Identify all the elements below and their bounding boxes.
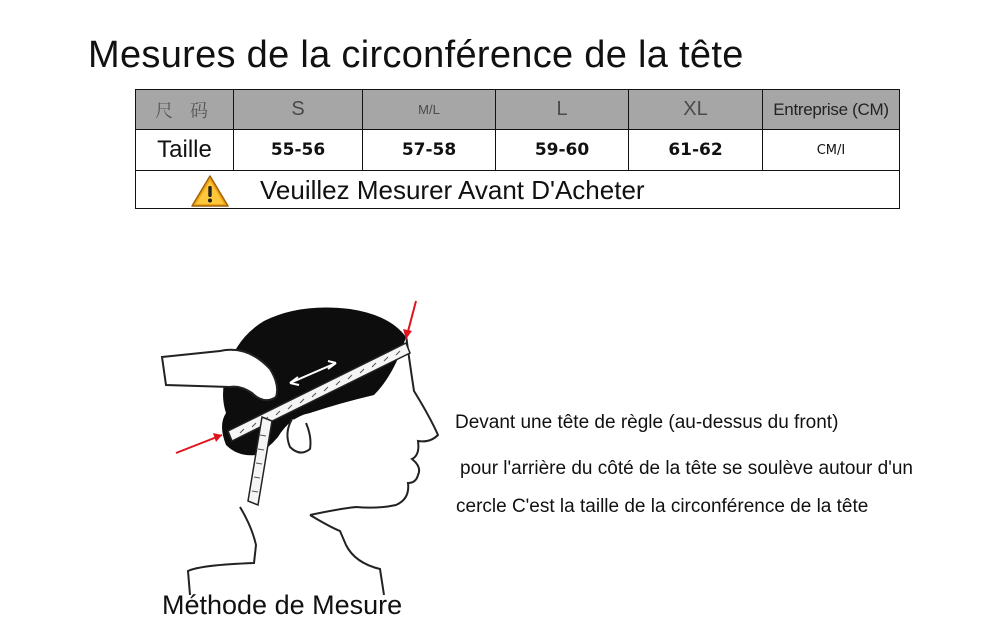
header-cell-unit: Entreprise (CM) <box>763 90 900 130</box>
header-cell-ml: M/L <box>363 90 496 130</box>
page-title: Mesures de la circonférence de la tête <box>88 34 744 76</box>
instruction-line-2: pour l'arrière du côté de la tête se soulève autour d'un <box>460 458 913 479</box>
size-table <box>135 89 900 209</box>
header-cell-xl: XL <box>629 90 763 130</box>
head-measurement-illustration <box>160 295 450 595</box>
ear-outline <box>287 419 310 453</box>
value-cell-l: 59-60 <box>496 130 629 171</box>
header-cell-l: L <box>496 90 629 130</box>
value-cell-s: 55-56 <box>234 130 363 171</box>
instruction-line-1: Devant une tête de règle (au-dessus du front) <box>455 412 839 433</box>
header-cell-size-label: 尺 码 <box>136 90 234 130</box>
notice-text: Veuillez Mesurer Avant D'Acheter <box>260 175 645 205</box>
notice-row <box>136 171 900 209</box>
header-cell-s: S <box>234 90 363 130</box>
warning-icon <box>190 174 230 208</box>
value-cell-label: Taille <box>136 130 234 171</box>
size-table-value-row <box>136 130 900 171</box>
value-cell-xl: 61-62 <box>629 130 763 171</box>
instruction-line-3: cercle C'est la taille de la circonférence de la tête <box>456 496 869 517</box>
notice-cell <box>136 171 900 209</box>
size-table-header-row <box>136 90 900 130</box>
neck-outline <box>188 507 384 595</box>
value-cell-ml: 57-58 <box>363 130 496 171</box>
value-cell-unit: CM/I <box>763 130 900 171</box>
method-caption: Méthode de Mesure <box>162 590 403 620</box>
